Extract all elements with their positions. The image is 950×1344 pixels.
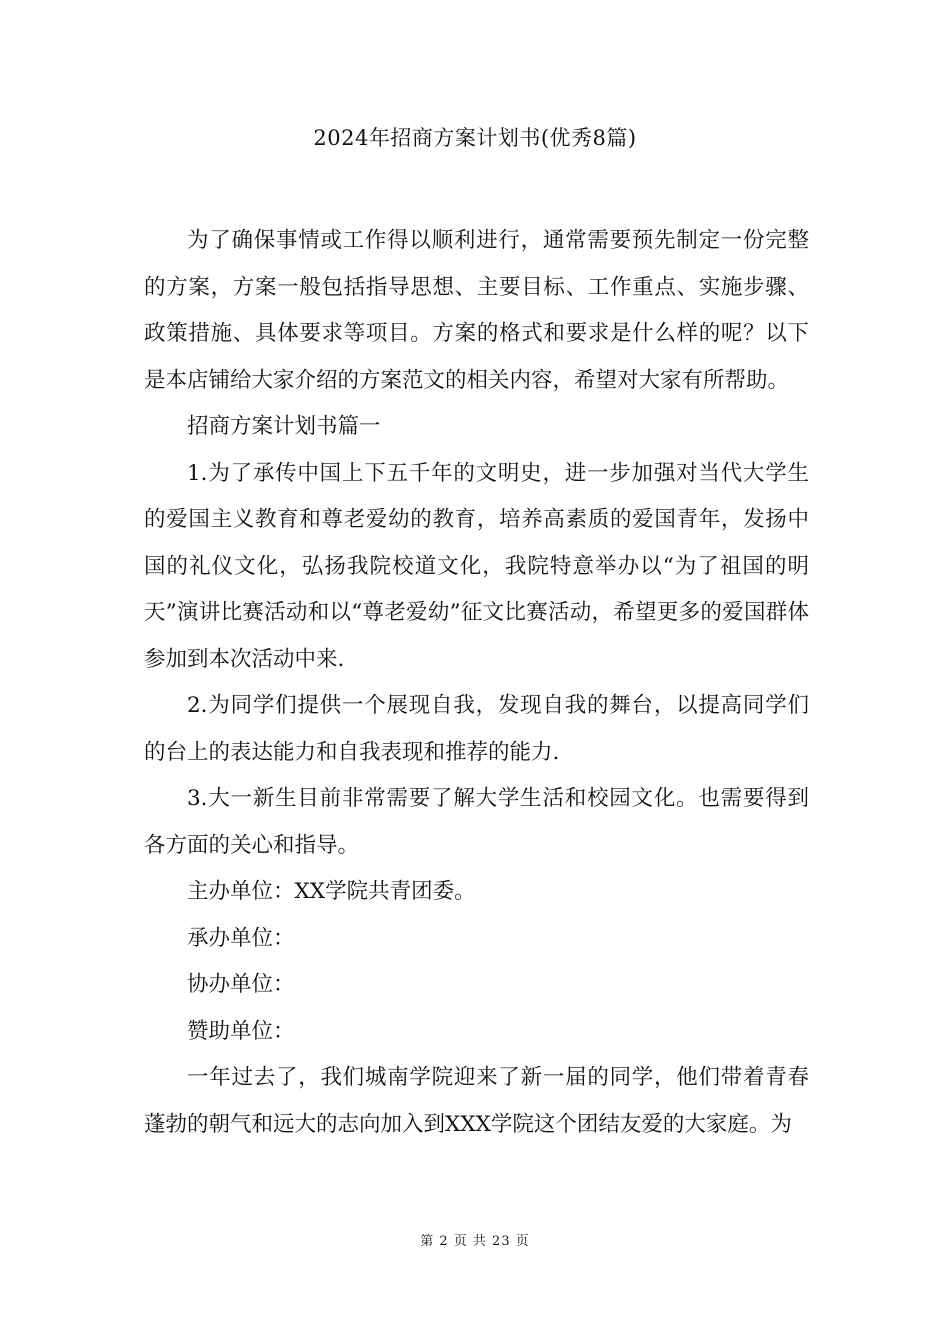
organizer-line: 主办单位：XX学院共青团委。 — [187, 879, 476, 904]
undertaker-line: 承办单位： — [187, 925, 295, 951]
body-paragraph: 一年过去了，我们城南学院迎来了新一届的同学，他们带着青春蓬勃的朝气和远大的志向加入到XXX学院这个团结友爱的大家庭。为 — [144, 1065, 809, 1137]
body-paragraph: 2.为同学们提供一个展现自我，发现自我的舞台，以提高同学们的台上的表达能力和自我表现和推荐的能力. — [144, 693, 809, 765]
co-organizer-line: 协办单位： — [187, 972, 295, 997]
document-body — [144, 218, 809, 1148]
page-footer: 第 2 页 共 23 页 — [420, 1234, 530, 1249]
body-paragraph: 1.为了承传中国上下五千年的文明史，进一步加强对当代大学生的爱国主义教育和尊老爱幼的教育，培养高素质的爱国青年，发扬中国的礼仪文化，弘扬我院校道文化，我院特意举办以“为了祖国的明天”演讲比赛活动和以“尊老爱幼”征文比赛活动，希望更多的爱国群体参加到本次活动中来. — [144, 460, 809, 672]
body-paragraph: 3.大一新生目前非常需要了解大学生活和校园文化。也需要得到各方面的关心和指导。 — [144, 786, 809, 858]
sponsor-line: 赞助单位： — [187, 1018, 295, 1044]
intro-paragraph: 为了确保事情或工作得以顺利进行，通常需要预先制定一份完整的方案，方案一般包括指导思想、主要目标、工作重点、实施步骤、政策措施、具体要求等项目。方案的格式和要求是什么样的呢？以下是本店铺给大家介绍的方案范文的相关内容，希望对大家有所帮助。 — [144, 228, 809, 393]
document-title: 2024年招商方案计划书(优秀8篇) — [313, 126, 637, 150]
section-heading: 招商方案计划书篇一 — [187, 414, 381, 439]
